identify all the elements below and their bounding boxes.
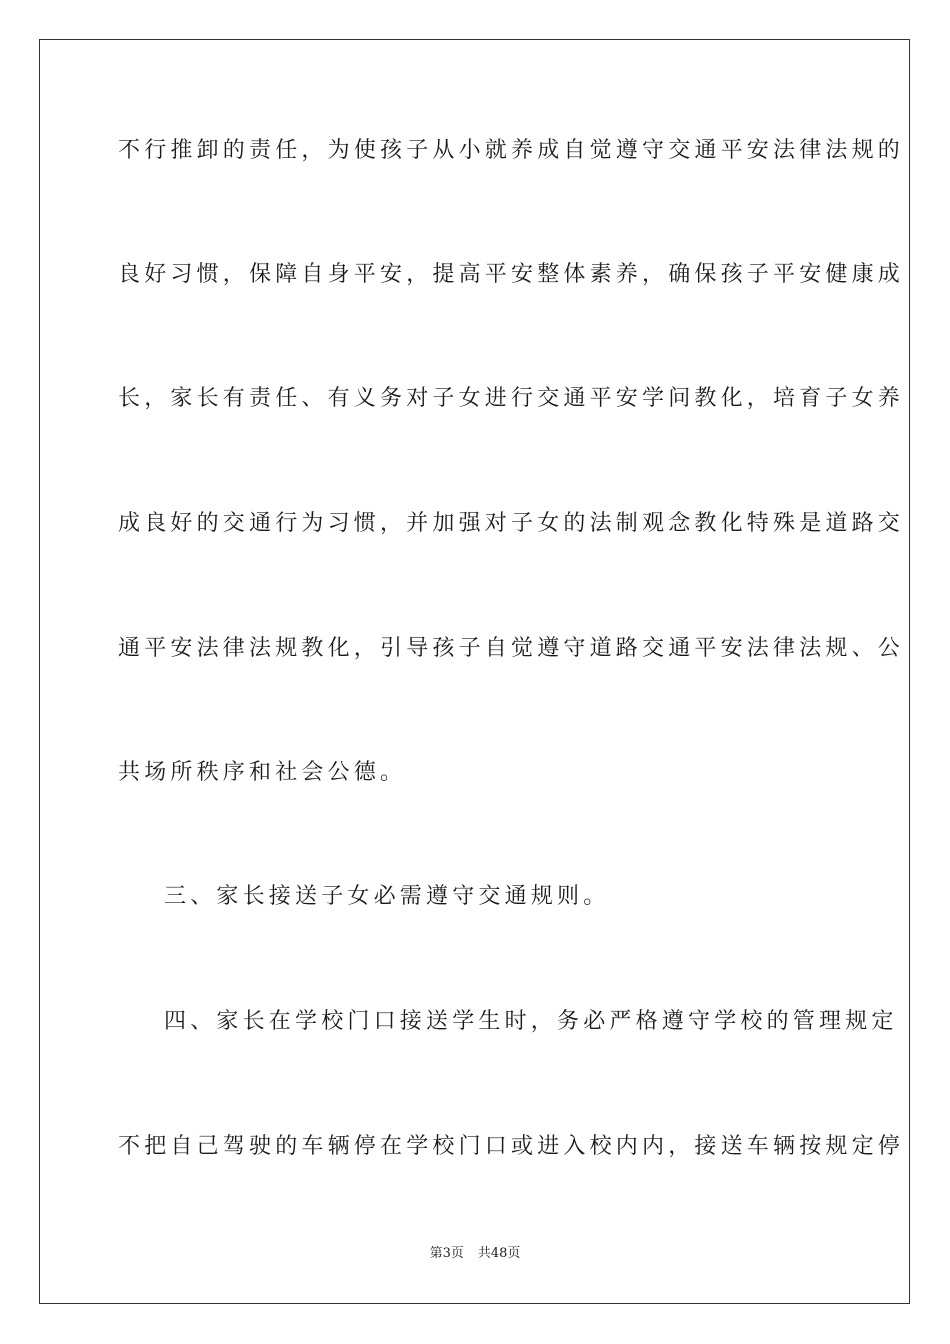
paragraph-4-line-1: 四、家长在学校门口接送学生时，务必严格遵守学校的管理规定 bbox=[164, 1009, 898, 1034]
page-number: 第3页 bbox=[429, 1246, 464, 1261]
body-line-1: 不行推卸的责任，为使孩子从小就养成自觉遵守交通平安法律法规的 bbox=[118, 138, 905, 163]
paragraph-3-heading: 三、家长接送子女必需遵守交通规则。 bbox=[164, 884, 610, 909]
body-line-2: 良好习惯，保障自身平安，提高平安整体素养，确保孩子平安健康成 bbox=[118, 262, 905, 287]
page-footer bbox=[0, 1245, 950, 1263]
page-total: 共48页 bbox=[477, 1246, 521, 1261]
paragraph-4-line-2: 不把自己驾驶的车辆停在学校门口或进入校内内，接送车辆按规定停 bbox=[118, 1134, 905, 1159]
body-line-5: 通平安法律法规教化，引导孩子自觉遵守道路交通平安法律法规、公 bbox=[118, 636, 905, 661]
body-line-4: 成良好的交通行为习惯，并加强对子女的法制观念教化特殊是道路交 bbox=[118, 511, 905, 536]
body-line-6: 共场所秩序和社会公德。 bbox=[118, 760, 407, 785]
page-border bbox=[39, 39, 910, 1304]
body-line-3: 长，家长有责任、有义务对子女进行交通平安学问教化，培育子女养 bbox=[118, 386, 905, 411]
